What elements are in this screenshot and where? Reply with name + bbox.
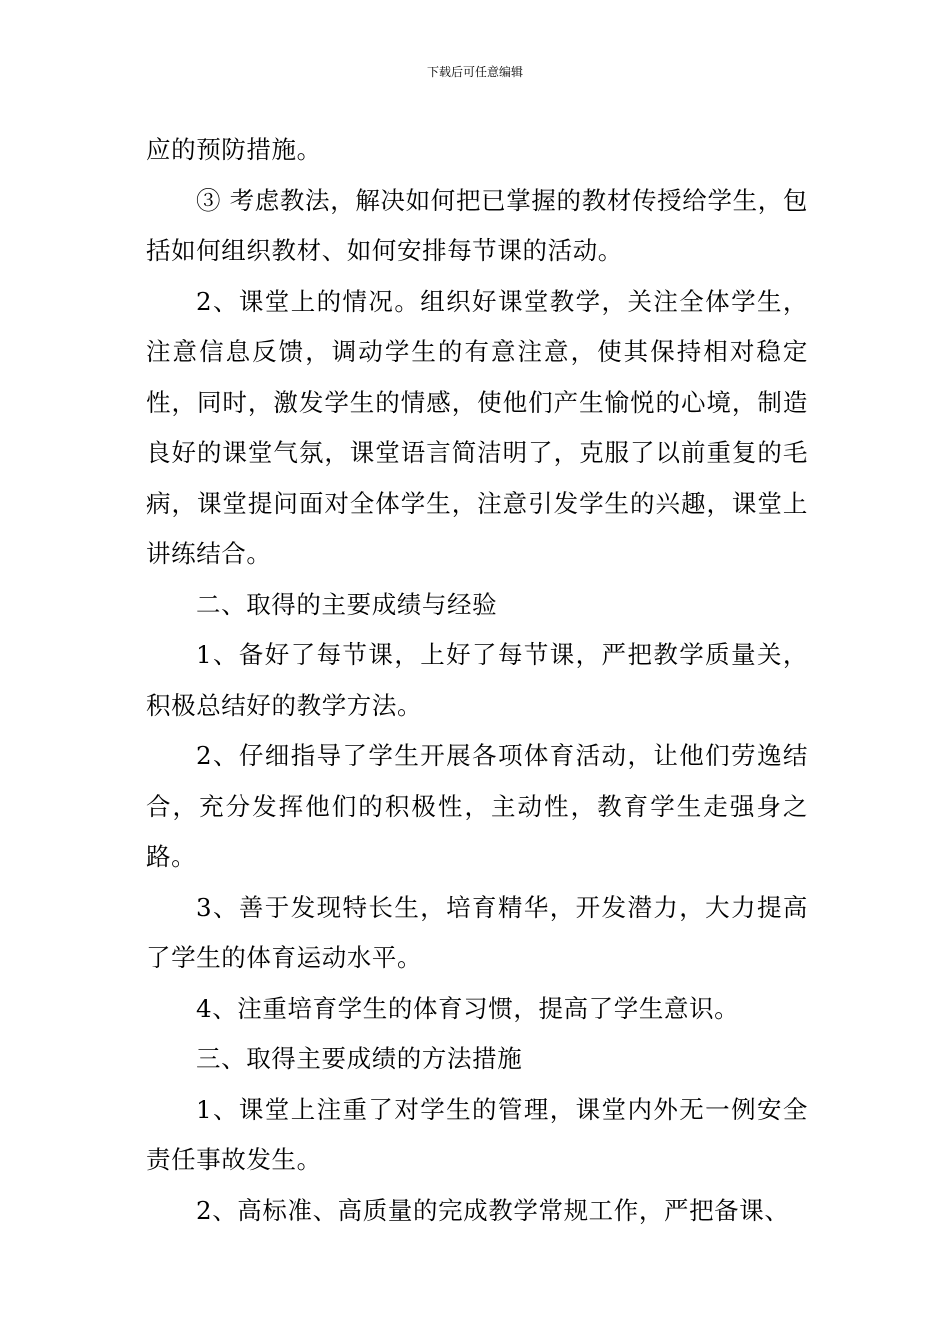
section-heading: 二、取得的主要成绩与经验 bbox=[196, 589, 498, 619]
paragraph: 2、课堂上的情况。组织好课堂教学，关注全体学生，注意信息反馈，调动学生的有意注意，使其保持相对稳定性，同时，激发学生的情感，使他们产生愉悦的心境，制造良好的课堂气氛，课堂语言简洁明了，克服了以前重复的毛病，课堂提问面对全体学生，注意引发学生的兴趣，课堂上讲练结合。 bbox=[146, 286, 808, 568]
paragraph: 应的预防措施。 bbox=[146, 135, 322, 164]
paragraph: 2、高标准、高质量的完成教学常规工作，严把备课、 bbox=[196, 1195, 790, 1225]
paragraph: 1、课堂上注重了对学生的管理，课堂内外无一例安全责任事故发生。 bbox=[146, 1094, 808, 1174]
section-heading: 三、取得主要成绩的方法措施 bbox=[196, 1044, 523, 1073]
paragraph: 1、备好了每节课，上好了每节课，严把教学质量关，积极总结好的教学方法。 bbox=[146, 640, 808, 720]
paragraph: ③ 考虑教法，解决如何把已掌握的教材传授给学生，包括如何组织教材、如何安排每节课的活动。 bbox=[146, 185, 808, 265]
paragraph: 2、仔细指导了学生开展各项体育活动，让他们劳逸结合，充分发挥他们的积极性，主动性，教育学生走强身之路。 bbox=[146, 741, 808, 871]
document-body bbox=[146, 125, 808, 1236]
paragraph: 4、注重培育学生的体育习惯，提高了学生意识。 bbox=[196, 993, 740, 1023]
page-header: 下载后可任意编辑 bbox=[426, 65, 523, 79]
paragraph: 3、善于发现特长生，培育精华，开发潜力，大力提高了学生的体育运动水平。 bbox=[146, 892, 808, 972]
